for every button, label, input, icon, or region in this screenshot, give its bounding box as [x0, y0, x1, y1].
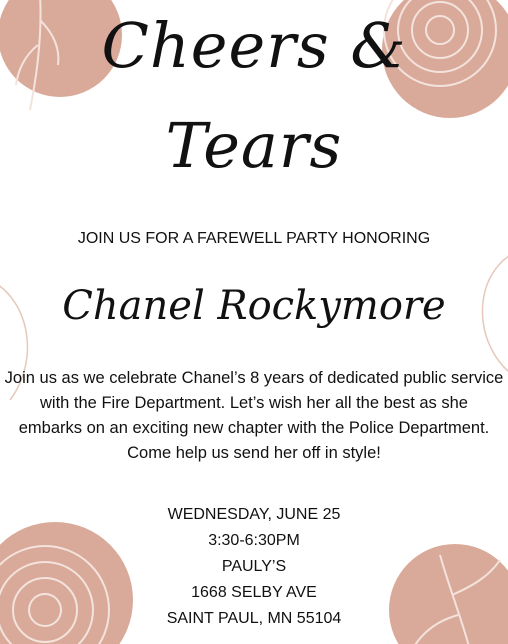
body-line: embarks on an exciting new chapter with the Police Department. [18, 419, 490, 437]
event-details [0, 502, 508, 632]
subtitle: JOIN US FOR A FAREWELL PARTY HONORING [77, 230, 431, 247]
body-line: with the Fire Department. Let’s wish her all the best as she [40, 394, 468, 412]
invitation-body [0, 366, 508, 466]
title-line-1: Cheers & [101, 9, 407, 82]
body-line: Come help us send her off in style! [127, 444, 381, 462]
event-time: 3:30-6:30PM [208, 532, 300, 549]
event-street: 1668 SELBY AVE [191, 584, 317, 601]
event-venue: PAULY’S [221, 558, 287, 575]
honoree-name: Chanel Rockymore [62, 283, 446, 329]
body-line: Join us as we celebrate Chanel’s 8 years of dedicated public service [4, 369, 504, 387]
event-date: WEDNESDAY, JUNE 25 [167, 506, 341, 523]
event-city: SAINT PAUL, MN 55104 [166, 610, 342, 627]
title-line-2: Tears [165, 109, 343, 182]
